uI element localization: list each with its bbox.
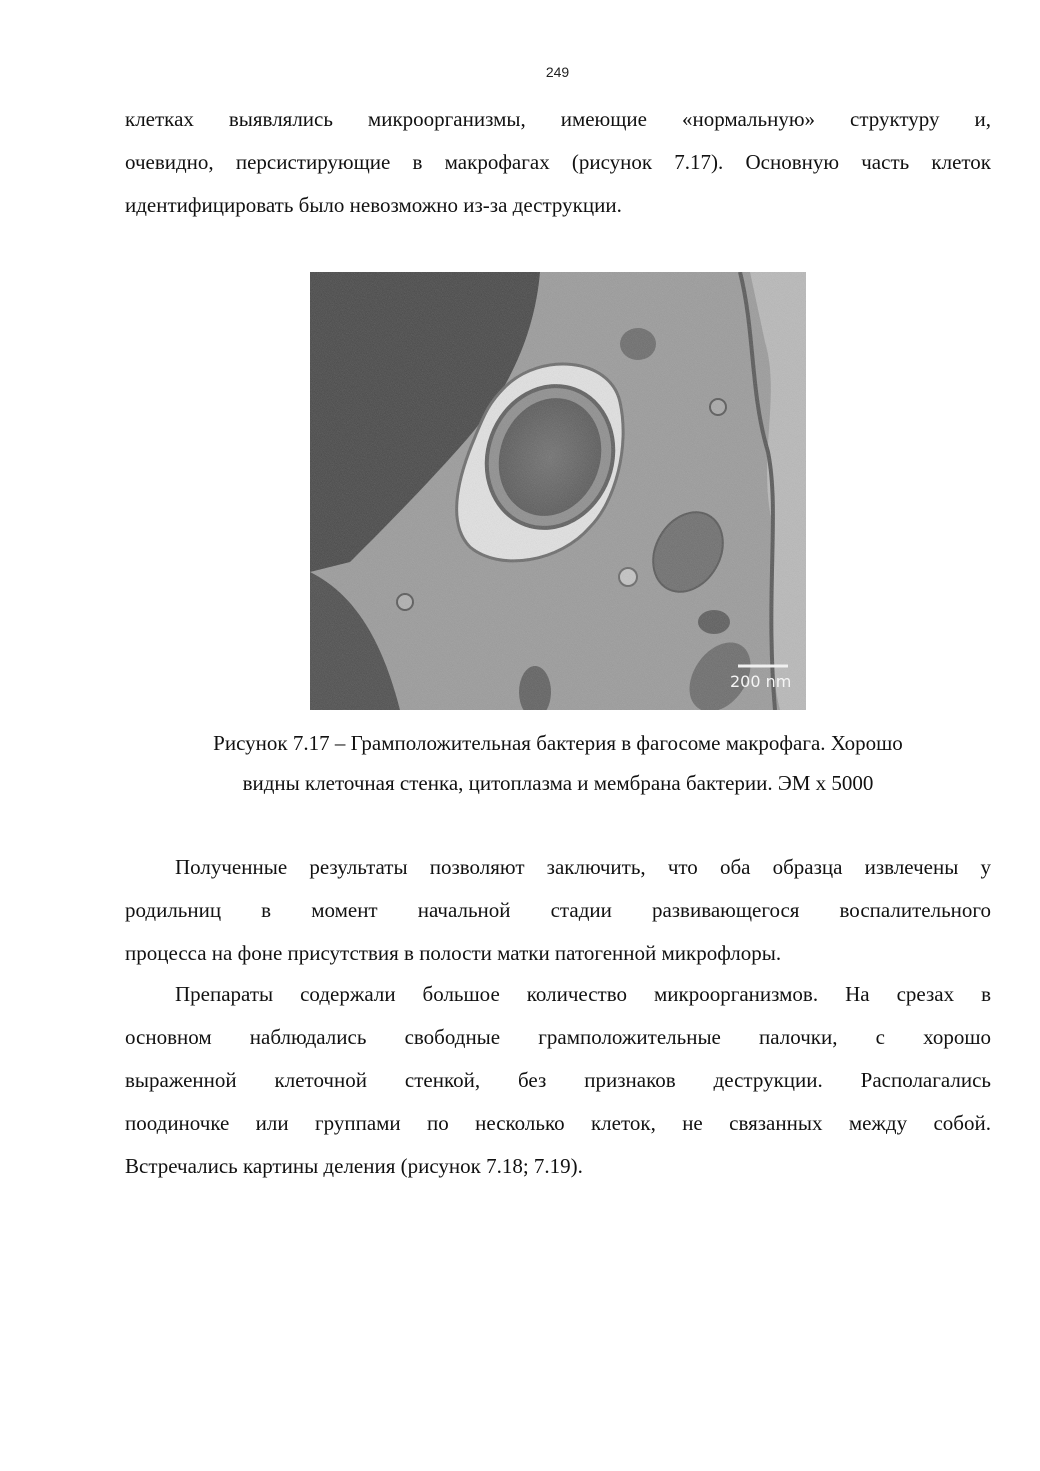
text-line: очевидно, персистирующие в макрофагах (рисунок 7.17). Основную часть клеток: [125, 150, 991, 174]
caption-line: видны клеточная стенка, цитоплазма и мембрана бактерии. ЭМ х 5000: [242, 771, 874, 795]
caption-line: Рисунок 7.17 – Грамположительная бактерия в фагосоме макрофага. Хорошо: [213, 731, 903, 755]
intro-paragraph: [125, 98, 991, 227]
text-line: идентифицировать было невозможно из-за деструкции.: [125, 193, 622, 217]
text-line: выраженной клеточной стенкой, без признаков деструкции. Располагались: [125, 1068, 991, 1092]
text-line: родильниц в момент начальной стадии развивающегося воспалительного: [125, 898, 991, 922]
text-line: поодиночке или группами по несколько клеток, не связанных между собой.: [125, 1111, 991, 1135]
electron-micrograph-image: [310, 272, 806, 710]
text-line: основном наблюдались свободные грамположительные палочки, с хорошо: [125, 1025, 991, 1049]
preparations-paragraph: [125, 973, 991, 1188]
micrograph-illustration: [310, 272, 806, 710]
figure-caption: [100, 723, 1016, 803]
text-line: процесса на фоне присутствия в полости матки патогенной микрофлоры.: [125, 941, 782, 965]
scale-label: 200 nm: [730, 672, 792, 691]
text-line: Препараты содержали большое количество микроорганизмов. На срезах в: [175, 982, 991, 1006]
results-paragraph: [125, 846, 991, 975]
page-number: 249: [545, 64, 570, 80]
text-line: Полученные результаты позволяют заключить, что оба образца извлечены у: [175, 855, 991, 879]
text-line: клетках выявлялись микроорганизмы, имеющие «нормальную» структуру и,: [125, 107, 991, 131]
text-line: Встречались картины деления (рисунок 7.18; 7.19).: [125, 1154, 583, 1178]
